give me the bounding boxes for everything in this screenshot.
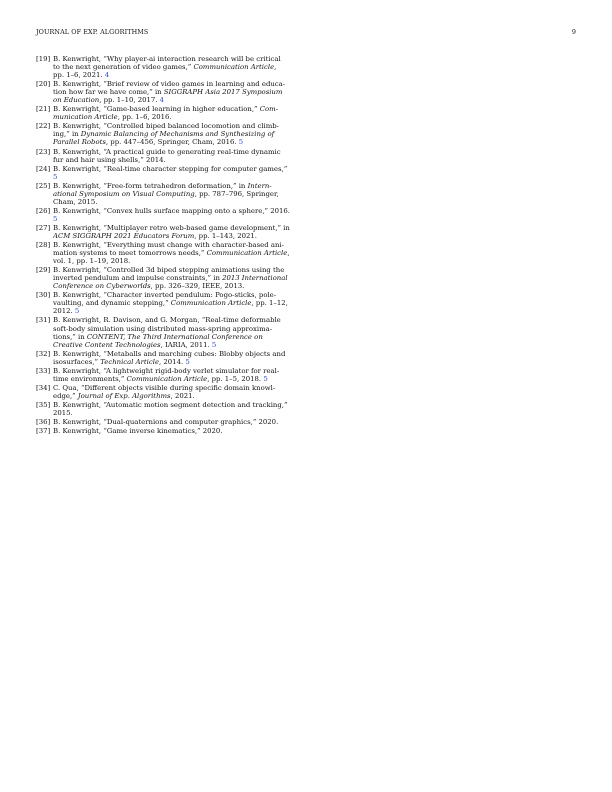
italic-venue: Creative Content Technologies (53, 340, 161, 349)
reference-line (53, 358, 302, 366)
italic-venue: Parallel Robots (53, 138, 106, 147)
backlink-page-ref[interactable]: 5 (211, 340, 217, 349)
italic-venue: Com- (259, 105, 279, 114)
italic-venue: Technical Article (100, 357, 160, 366)
reference-line (53, 88, 302, 96)
reference-line (53, 215, 302, 223)
reference-line (53, 113, 302, 121)
reference-text: B. Kenwright, “Real-time character stepping for computer games,” (53, 164, 288, 173)
reference-text: B. Kenwright, “Free-form tetrahedron deformation,” in (53, 181, 248, 190)
reference-number: [31] (36, 316, 51, 325)
italic-venue: on Education (53, 96, 100, 105)
reference-number: [23] (36, 147, 51, 156)
backlink-page-ref[interactable]: 5 (53, 172, 58, 181)
reference-text: , pp. 1–5, 2018. (207, 374, 264, 383)
page-number: 9 (571, 28, 576, 36)
reference-text: vaulting, and dynamic stepping,” (53, 299, 171, 308)
reference-item (36, 427, 302, 435)
reference-number: [20] (36, 80, 51, 89)
reference-line (53, 55, 302, 63)
reference-item (36, 55, 302, 79)
reference-line (53, 80, 302, 88)
reference-text: , pp. 1–12, (251, 299, 288, 308)
reference-text: fur and hair using shells,” 2014. (53, 155, 166, 164)
reference-item (36, 384, 302, 400)
reference-line (53, 130, 302, 138)
reference-text: vol. 1, pp. 1–19, 2018. (53, 257, 131, 266)
reference-line (53, 341, 302, 349)
reference-line (53, 409, 302, 417)
italic-venue: Communication Article (126, 374, 208, 383)
italic-venue: Conference on Cyberworlds (53, 282, 151, 291)
reference-text: B. Kenwright, “Brief review of video games in learning and educa- (53, 80, 286, 89)
reference-text: , (287, 249, 290, 258)
reference-item (36, 367, 302, 383)
reference-line (53, 232, 302, 240)
reference-text: , pp. 1–10, 2017. (99, 96, 160, 105)
reference-item (36, 241, 302, 265)
italic-venue: 2013 International (222, 274, 288, 283)
reference-item (36, 401, 302, 417)
reference-line (53, 375, 302, 383)
backlink-page-ref[interactable]: 4 (104, 71, 110, 80)
reference-item (36, 418, 302, 426)
reference-text: B. Kenwright, “Character inverted pendulum: Pogo-sticks, pole- (53, 291, 277, 300)
reference-number: [22] (36, 122, 51, 131)
reference-text: B. Kenwright, “Metaballs and marching cubes: Blobby objects and (53, 349, 286, 358)
running-header (36, 28, 576, 38)
reference-line (53, 198, 302, 206)
reference-line (53, 299, 302, 307)
italic-venue: Intern- (247, 181, 272, 190)
italic-venue: Communication Article (170, 299, 252, 308)
reference-text: , pp. 787–796, Springer, (194, 189, 279, 198)
reference-text: , pp. 447–456, Springer, Cham, 2016. (105, 138, 239, 147)
italic-venue: Journal of Exp. Algorithms (77, 391, 171, 400)
reference-line (53, 190, 302, 198)
reference-item (36, 148, 302, 164)
backlink-page-ref[interactable]: 5 (53, 214, 58, 223)
reference-list (36, 55, 302, 436)
reference-text: B. Kenwright, “Controlled biped balanced locomotion and climb- (53, 122, 279, 131)
reference-number: [36] (36, 418, 51, 427)
backlink-page-ref[interactable]: 4 (159, 96, 165, 105)
reference-item (36, 182, 302, 206)
reference-text: B. Kenwright, “Controlled 3d biped stepping animations using the (53, 266, 285, 275)
reference-line (53, 291, 302, 299)
reference-number: [19] (36, 55, 51, 63)
reference-line (53, 165, 302, 173)
reference-text: , 2014. (159, 357, 186, 366)
reference-text: inverted pendulum and impulse constraints,” in (53, 274, 223, 283)
backlink-page-ref[interactable]: 5 (238, 138, 244, 147)
italic-venue: Dynamic Balancing of Mechanisms and Synthesizing of (80, 130, 275, 139)
reference-number: [27] (36, 223, 51, 232)
reference-text: to the next generation of video games,” (53, 63, 194, 72)
reference-text: edge,” (53, 391, 78, 400)
reference-line (53, 207, 302, 215)
reference-number: [26] (36, 206, 51, 215)
reference-line (53, 418, 302, 426)
reference-item (36, 207, 302, 223)
reference-line (53, 71, 302, 79)
italic-venue: munication Article (53, 113, 118, 122)
reference-text: time environments,” (53, 374, 127, 383)
reference-line (53, 224, 302, 232)
journal-title: JOURNAL OF EXP. ALGORITHMS (36, 28, 149, 36)
reference-item (36, 224, 302, 240)
reference-text: ing,” in (53, 130, 81, 139)
reference-text: , 2021. (170, 391, 195, 400)
reference-text: soft-body simulation using distributed mass-spring approxima- (53, 324, 273, 333)
reference-text: tions,” in (53, 332, 87, 341)
reference-number: [35] (36, 400, 51, 409)
reference-line (53, 401, 302, 409)
reference-item (36, 291, 302, 315)
reference-line (53, 173, 302, 181)
reference-text: , pp. 1–143, 2021. (194, 231, 257, 240)
italic-venue: CONTENT, The Third International Conference on (86, 332, 263, 341)
reference-text: B. Kenwright, “A practical guide to generating real-time dynamic (53, 147, 281, 156)
reference-text: B. Kenwright, “Multiplayer retro web-based game development,” in (53, 223, 290, 232)
italic-venue: Communication Article (193, 63, 275, 72)
reference-item (36, 266, 302, 290)
reference-line (53, 282, 302, 290)
reference-text: isosurfaces,” (53, 357, 101, 366)
reference-line (53, 241, 302, 249)
reference-text: B. Kenwright, “A lightweight rigid-body verlet simulator for real- (53, 366, 280, 375)
backlink-page-ref[interactable]: 5 (185, 357, 190, 366)
reference-text: , IARIA, 2011. (160, 340, 212, 349)
italic-venue: Communication Article (206, 249, 288, 258)
reference-number: [29] (36, 266, 51, 275)
reference-item (36, 80, 302, 104)
reference-line (53, 148, 302, 156)
reference-text: B. Kenwright, “Game-based learning in higher education,” (53, 105, 260, 114)
reference-text: B. Kenwright, “Why player-ai interaction research will be critical (53, 55, 281, 63)
italic-venue: ational Symposium on Visual Computing (53, 189, 195, 198)
reference-line (53, 266, 302, 274)
reference-line (53, 182, 302, 190)
reference-text: C. Qua, “Different objects visible during specific domain knowl- (53, 383, 276, 392)
reference-text: , pp. 326–329, IEEE, 2013. (150, 282, 245, 291)
reference-number: [24] (36, 164, 51, 173)
reference-text: B. Kenwright, “Automatic motion segment detection and tracking,” (53, 400, 288, 409)
reference-text: Cham, 2015. (53, 197, 98, 206)
reference-line (53, 350, 302, 358)
reference-number: [28] (36, 241, 51, 250)
reference-text: B. Kenwright, R. Davison, and G. Morgan, “Real-time deformable (53, 316, 281, 325)
reference-line (53, 384, 302, 392)
reference-line (53, 63, 302, 71)
reference-line (53, 367, 302, 375)
reference-text: B. Kenwright, “Everything must change with character-based ani- (53, 241, 284, 250)
reference-line (53, 156, 302, 164)
reference-line (53, 122, 302, 130)
reference-item (36, 350, 302, 366)
reference-item (36, 165, 302, 181)
reference-item (36, 122, 302, 146)
italic-venue: SIGGRAPH Asia 2017 Symposium (163, 88, 283, 97)
reference-text: B. Kenwright, “Game inverse kinematics,” 2020. (53, 427, 223, 436)
backlink-page-ref[interactable]: 5 (74, 307, 80, 316)
reference-number: [37] (36, 427, 51, 436)
reference-text: B. Kenwright, “Dual-quaternions and computer graphics,” 2020. (53, 418, 279, 427)
reference-text: , pp. 1–6, 2016. (117, 113, 172, 122)
reference-item (36, 105, 302, 121)
reference-line (53, 333, 302, 341)
reference-number: [25] (36, 181, 51, 190)
reference-text: tion how far we have come,” in (53, 88, 164, 97)
reference-text: , (274, 63, 277, 72)
reference-number: [21] (36, 105, 51, 114)
reference-line (53, 427, 302, 435)
reference-line (53, 392, 302, 400)
reference-text: 2012. (53, 307, 75, 316)
reference-number: [30] (36, 291, 51, 300)
reference-line (53, 96, 302, 104)
reference-number: [32] (36, 349, 51, 358)
reference-line (53, 105, 302, 113)
reference-line (53, 138, 302, 146)
reference-line (53, 257, 302, 265)
reference-number: [34] (36, 383, 51, 392)
reference-line (53, 307, 302, 315)
reference-text: B. Kenwright, “Convex hulls surface mapping onto a sphere,” 2016. (53, 206, 290, 215)
reference-text: 2015. (53, 408, 73, 417)
reference-line (53, 325, 302, 333)
reference-item (36, 316, 302, 348)
italic-venue: ACM SIGGRAPH 2021 Educators Forum (53, 231, 195, 240)
reference-line (53, 274, 302, 282)
reference-text: pp. 1–6, 2021. (53, 71, 105, 80)
reference-text: mation systems to meet tomorrows needs,” (53, 249, 207, 258)
reference-line (53, 249, 302, 257)
backlink-page-ref[interactable]: 5 (263, 374, 268, 383)
reference-line (53, 316, 302, 324)
reference-number: [33] (36, 366, 51, 375)
